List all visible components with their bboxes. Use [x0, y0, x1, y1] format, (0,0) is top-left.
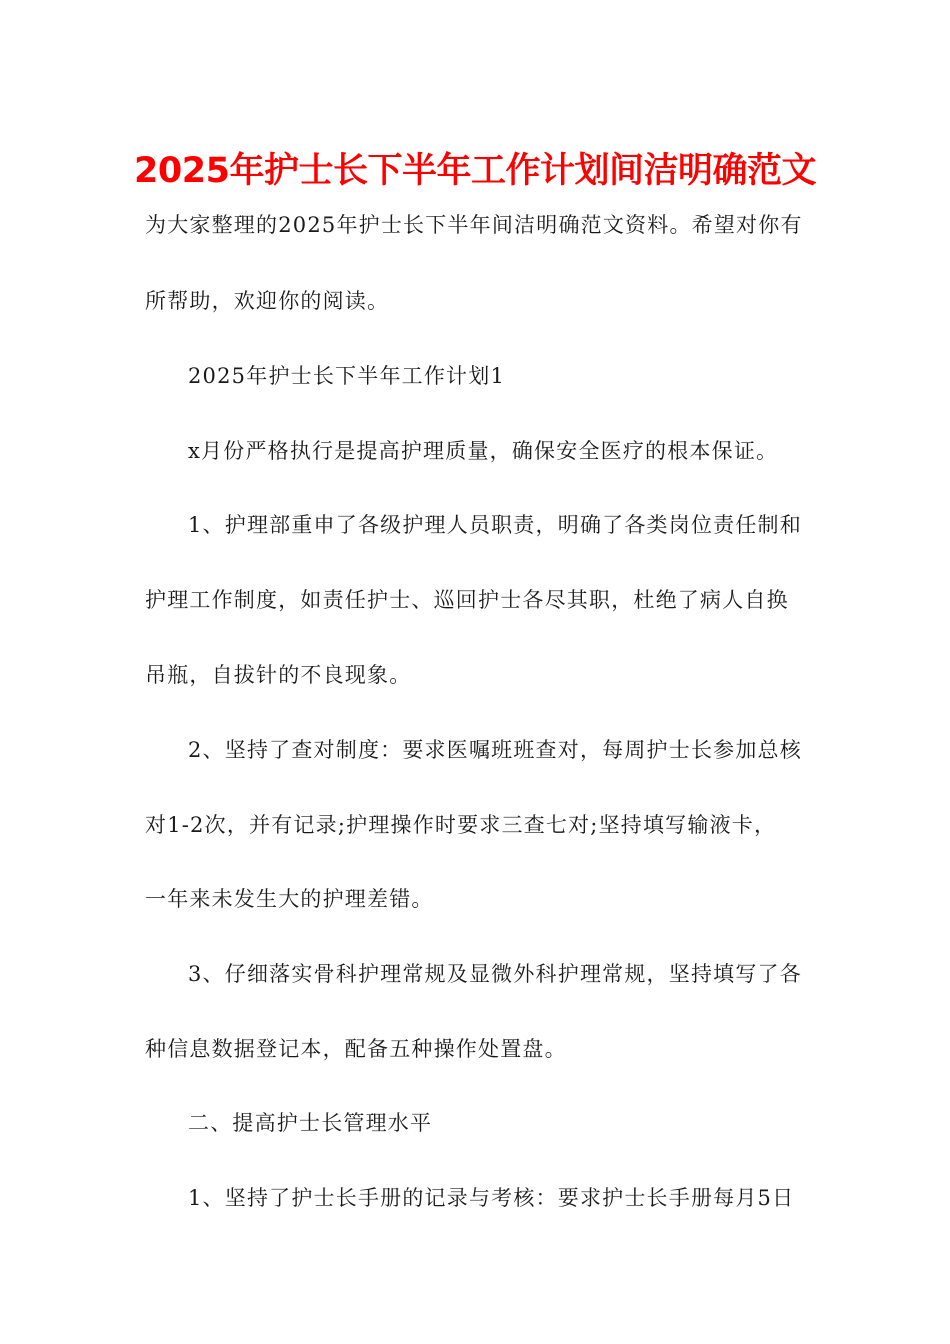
paragraph-line: 吊瓶，自拔针的不良现象。 [145, 663, 412, 687]
section-heading: 二、提高护士长管理水平 [188, 1111, 433, 1135]
paragraph-line: 为大家整理的2025年护士长下半年间洁明确范文资料。希望对你有 [145, 213, 803, 237]
section-heading: 2025年护士长下半年工作计划1 [188, 364, 506, 388]
paragraph-line: 护理工作制度，如责任护士、巡回护士各尽其职，杜绝了病人自换 [145, 588, 789, 612]
paragraph-line: x月份严格执行是提高护理质量，确保安全医疗的根本保证。 [188, 439, 779, 463]
paragraph-line: 1、坚持了护士长手册的记录与考核：要求护士长手册每月5日 [188, 1186, 795, 1210]
paragraph-line: 一年来未发生大的护理差错。 [145, 887, 434, 911]
paragraph-line: 对1-2次，并有记录;护理操作时要求三查七对;坚持填写输液卡， [145, 813, 777, 837]
paragraph-line: 2、坚持了查对制度：要求医嘱班班查对，每周护士长参加总核 [188, 738, 802, 762]
paragraph-line: 1、护理部重申了各级护理人员职责，明确了各类岗位责任制和 [188, 513, 802, 537]
document-title: 2025年护士长下半年工作计划间洁明确范文 [134, 151, 816, 191]
paragraph-line: 所帮助，欢迎你的阅读。 [145, 289, 390, 313]
paragraph-line: 种信息数据登记本，配备五种操作处置盘。 [145, 1037, 567, 1061]
paragraph-line: 3、仔细落实骨科护理常规及显微外科护理常规，坚持填写了各 [188, 962, 802, 986]
